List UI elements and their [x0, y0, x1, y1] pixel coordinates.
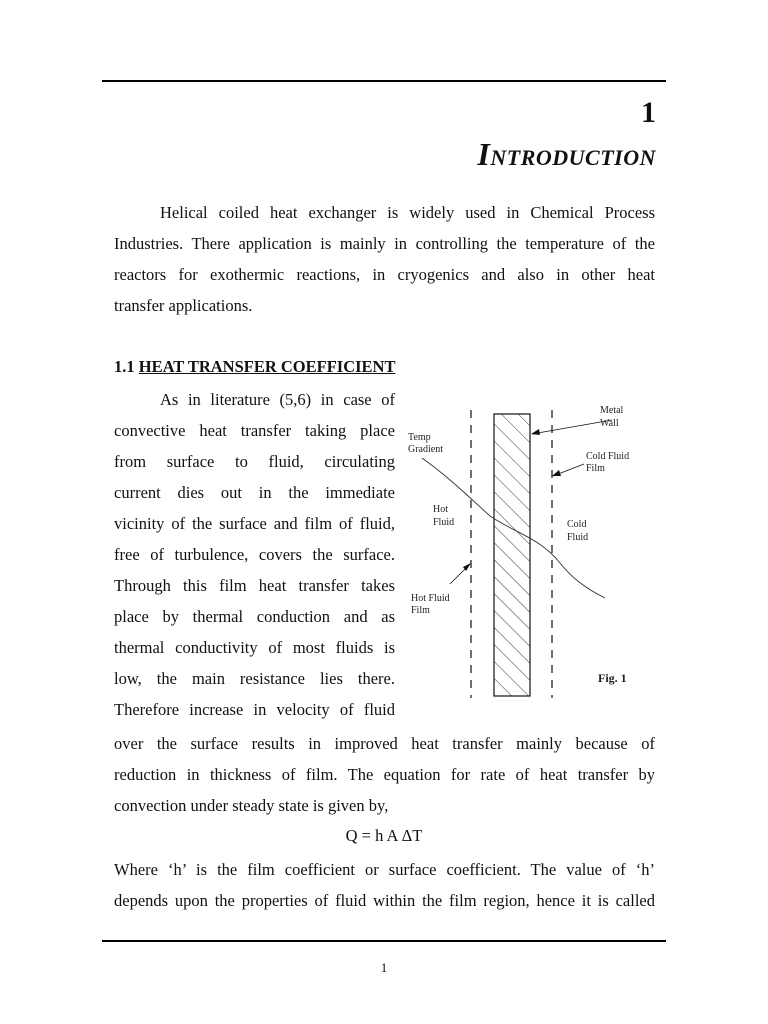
- cold-fluid-label: Cold Fluid: [567, 519, 589, 543]
- text-line: low, the main resistance lies there.: [114, 669, 395, 688]
- metal-wall-label: Metal Wall: [600, 405, 624, 429]
- temp-gradient-label: Temp Gradient: [408, 432, 443, 455]
- text-line: depends upon the properties of fluid within the film region, hence it is called: [114, 891, 655, 910]
- intro-paragraph: [114, 197, 655, 321]
- bottom-rule: [102, 940, 666, 942]
- text-line: reduction in thickness of film. The equation for rate of heat transfer by: [114, 765, 655, 784]
- text-line: transfer applications.: [114, 296, 253, 315]
- cold-fluid-film-label: Cold Fluid Film: [586, 451, 630, 474]
- text-line: vicinity of the surface and film of fluid,: [114, 514, 395, 533]
- hot-fluid-label: Hot Fluid: [433, 504, 455, 528]
- text-line: As in literature (5,6) in case of: [160, 390, 395, 409]
- text-line: convective heat transfer taking place: [114, 421, 395, 440]
- top-rule: [102, 80, 666, 82]
- text-line: from surface to fluid, circulating: [114, 452, 395, 471]
- heat-transfer-figure: [400, 398, 670, 708]
- body-full-paragraph: [114, 728, 655, 821]
- section-number: 1.1: [114, 357, 135, 376]
- chapter-title-initial: I: [477, 136, 491, 172]
- section-title: HEAT TRANSFER COEFFICIENT: [138, 357, 396, 376]
- hot-fluid-film-label: Hot Fluid Film: [411, 593, 450, 616]
- cold-film-arrowhead: [552, 470, 561, 476]
- equation: Q = h A ΔT: [345, 826, 423, 845]
- section-heading: [114, 357, 395, 377]
- metal-wall-arrowhead: [531, 429, 540, 435]
- text-line: Therefore increase in velocity of fluid: [114, 700, 395, 719]
- text-line: convection under steady state is given by,: [114, 796, 389, 815]
- metal-wall-rect: [494, 414, 530, 696]
- text-line: thermal conductivity of most fluids is: [114, 638, 395, 657]
- figure-caption: Fig. 1: [598, 671, 627, 685]
- text-line: free of turbulence, covers the surface.: [114, 545, 395, 564]
- text-line: place by thermal conduction and as: [114, 607, 395, 626]
- body-left-column: [114, 384, 395, 725]
- text-line: Industries. There application is mainly in controlling the temperature of the: [114, 234, 655, 253]
- chapter-number: 1: [641, 96, 656, 129]
- text-line: reactors for exothermic reactions, in cryogenics and also in other heat: [114, 265, 655, 284]
- text-line: Helical coiled heat exchanger is widely used in Chemical Process: [160, 203, 655, 222]
- text-line: Through this film heat transfer takes: [114, 576, 395, 595]
- text-line: Where ‘h’ is the film coefficient or surface coefficient. The value of ‘h’: [114, 860, 655, 879]
- text-line: over the surface results in improved heat transfer mainly because of: [114, 734, 655, 753]
- chapter-title: [477, 136, 656, 173]
- chapter-title-rest: NTRODUCTION: [490, 145, 656, 170]
- page-number: 1: [380, 960, 388, 975]
- text-line: current dies out in the immediate: [114, 483, 395, 502]
- body-after-paragraph: [114, 854, 655, 916]
